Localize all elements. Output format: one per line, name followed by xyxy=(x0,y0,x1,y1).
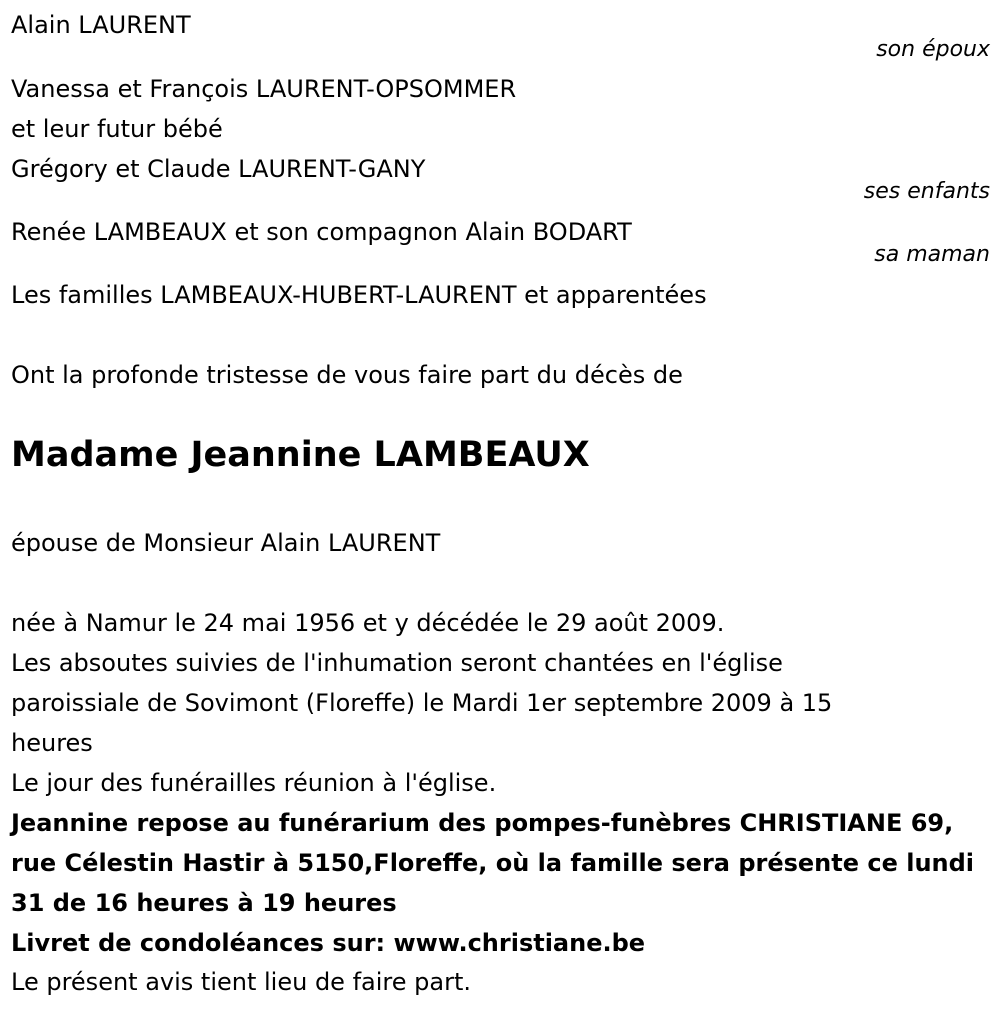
details-line-1: née à Namur le 24 mai 1956 et y décédée le 29 août 2009. xyxy=(11,609,725,637)
condolences-line: Livret de condoléances sur: www.christiane.be xyxy=(11,929,646,957)
spouse-role: son époux xyxy=(876,37,990,62)
announcement-line: Ont la profonde tristesse de vous faire part du décès de xyxy=(11,361,683,389)
funerarium-line-2: rue Célestin Hastir à 5150,Floreffe, où la famille sera présente ce lundi xyxy=(11,849,975,877)
funerarium-line-3: 31 de 16 heures à 19 heures xyxy=(11,889,397,917)
details-line-3: paroissiale de Sovimont (Floreffe) le Mardi 1er septembre 2009 à 15 xyxy=(11,689,833,717)
families-line: Les familles LAMBEAUX-HUBERT-LAURENT et apparentées xyxy=(11,281,707,309)
details-line-5: Le jour des funérailles réunion à l'église. xyxy=(11,769,497,797)
details-line-4: heures xyxy=(11,729,93,757)
mother-name: Renée LAMBEAUX et son compagnon Alain BODART xyxy=(11,218,632,246)
spouse-name: Alain LAURENT xyxy=(11,11,191,39)
closing-line: Le présent avis tient lieu de faire part. xyxy=(11,968,471,996)
spouse-of-line: épouse de Monsieur Alain LAURENT xyxy=(11,529,441,557)
children-line-3: Grégory et Claude LAURENT-GANY xyxy=(11,155,426,183)
deceased-name: Madame Jeannine LAMBEAUX xyxy=(11,435,590,475)
mother-role: sa maman xyxy=(874,242,990,267)
details-line-2: Les absoutes suivies de l'inhumation seront chantées en l'église xyxy=(11,649,783,677)
children-line-2: et leur futur bébé xyxy=(11,115,223,143)
children-role: ses enfants xyxy=(863,179,990,204)
funerarium-line-1: Jeannine repose au funérarium des pompes-funèbres CHRISTIANE 69, xyxy=(11,809,954,837)
children-line-1: Vanessa et François LAURENT-OPSOMMER xyxy=(11,75,517,103)
